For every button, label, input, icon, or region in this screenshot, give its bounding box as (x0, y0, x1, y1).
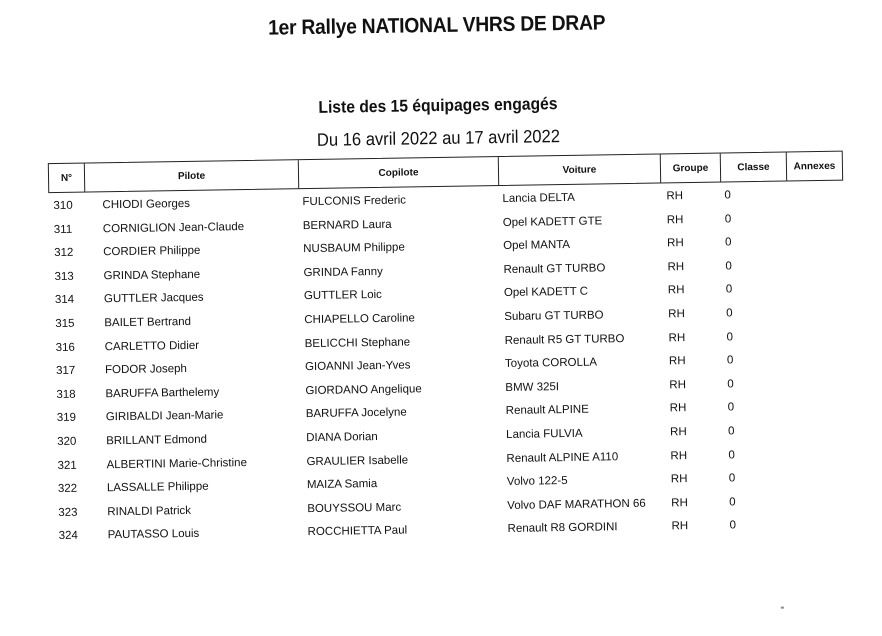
groupe-value: RH (669, 378, 687, 392)
copilote-name: DIANA Dorian (306, 430, 378, 445)
pilote-name: CORDIER Philippe (103, 244, 201, 259)
scan-speck (781, 607, 784, 609)
copilote-name: BARUFFA Jocelyne (305, 406, 407, 421)
entry-number: 318 (56, 388, 76, 401)
pilote-name: ALBERTINI Marie-Christine (106, 456, 248, 471)
classe-value: 0 (726, 330, 734, 344)
entry-number: 317 (55, 364, 76, 378)
copilote-name: FULCONIS Frederic (302, 194, 407, 209)
voiture-name: Renault R5 GT TURBO (504, 332, 625, 347)
header-classe: Classe (721, 153, 787, 182)
voiture-name: Lancia FULVIA (506, 427, 583, 441)
pilote-name: GUTTLER Jacques (103, 292, 204, 306)
classe-value: 0 (724, 189, 731, 202)
classe-value: 0 (726, 354, 734, 367)
entry-number: 322 (57, 482, 78, 496)
classe-value: 0 (724, 213, 732, 226)
voiture-name: Renault R8 GORDINI (507, 521, 618, 536)
copilote-name: GIORDANO Angelique (305, 383, 422, 397)
copilote-name: GRAULIER Isabelle (306, 454, 409, 468)
pilote-name: LASSALLE Philippe (106, 480, 209, 495)
groupe-value: RH (667, 237, 684, 250)
pilote-name: CORNIGLION Jean-Claude (102, 220, 245, 235)
voiture-name: Volvo 122-5 (506, 475, 568, 489)
copilote-name: BOUYSSOU Marc (307, 501, 402, 515)
groupe-value: RH (666, 190, 684, 203)
header-voiture: Voiture (499, 155, 661, 186)
voiture-name: Lancia DELTA (502, 191, 575, 206)
voiture-name: Renault ALPINE (505, 404, 589, 418)
groupe-value: RH (670, 473, 688, 486)
classe-value: 0 (728, 425, 735, 438)
copilote-name: CHIAPELLO Caroline (304, 312, 415, 327)
voiture-name: Volvo DAF MARATHON 66 (507, 497, 646, 512)
voiture-name: Renault GT TURBO (503, 262, 606, 276)
entry-number: 315 (55, 317, 75, 331)
entry-number: 323 (58, 506, 78, 519)
classe-value: 0 (729, 496, 736, 509)
header-annexes: Annexes (793, 160, 836, 172)
groupe-value: RH (666, 213, 684, 227)
classe-value: 0 (728, 448, 735, 462)
pilote-name: BAILET Bertrand (104, 315, 192, 330)
copilote-name: GIOANNI Jean-Yves (304, 359, 411, 374)
voiture-name: Toyota COROLLA (504, 356, 598, 371)
copilote-name: MAIZA Samia (306, 478, 378, 492)
entry-number: 324 (58, 530, 78, 543)
voiture-name: Opel MANTA (503, 239, 571, 253)
copilote-name: GRINDA Fanny (303, 265, 383, 279)
pilote-name: BARUFFA Barthelemy (105, 386, 220, 401)
voiture-name: Opel KADETT C (503, 286, 589, 300)
copilote-name: BERNARD Laura (302, 218, 392, 232)
entry-number: 310 (53, 199, 73, 213)
classe-value: 0 (725, 283, 733, 296)
pilote-name: PAUTASSO Louis (107, 528, 200, 542)
entry-number: 316 (55, 341, 75, 354)
groupe-value: RH (671, 496, 688, 510)
entry-number: 320 (57, 435, 77, 449)
voiture-name: BMW 325I (505, 380, 560, 394)
pilote-name: GRINDA Stephane (103, 268, 201, 283)
pilote-name: CARLETTO Didier (104, 339, 200, 353)
page-subtitle: Liste des 15 équipages engagés (318, 94, 558, 117)
copilote-name: NUSBAUM Philippe (303, 241, 405, 256)
copilote-name: BELICCHI Stephane (304, 336, 411, 350)
entry-number: 312 (54, 246, 74, 260)
header-groupe: Groupe (661, 154, 721, 183)
pilote-name: CHIODI Georges (102, 197, 191, 212)
groupe-value: RH (668, 355, 686, 368)
classe-value: 0 (726, 307, 733, 320)
copilote-name: GUTTLER Loic (303, 289, 382, 303)
pilote-name: BRILLANT Edmond (106, 433, 208, 448)
groupe-value: RH (670, 449, 688, 462)
voiture-name: Opel KADETT GTE (502, 215, 603, 229)
pilote-name: FODOR Joseph (104, 363, 187, 377)
header-number: N° (49, 164, 85, 193)
voiture-name: Renault ALPINE A110 (506, 450, 619, 465)
classe-value: 0 (729, 519, 737, 532)
groupe-value: RH (667, 284, 685, 297)
entry-number: 311 (53, 223, 73, 236)
entry-number: 313 (54, 270, 74, 283)
pilote-name: RINALDI Patrick (107, 504, 192, 519)
classe-value: 0 (728, 472, 736, 485)
groupe-value: RH (668, 331, 686, 345)
pilote-name: GIRIBALDI Jean-Marie (105, 409, 224, 424)
groupe-value: RH (668, 308, 685, 321)
classe-value: 0 (727, 401, 735, 414)
copilote-name: ROCCHIETTA Paul (307, 524, 408, 539)
groupe-value: RH (667, 260, 685, 274)
entry-number: 321 (57, 459, 77, 472)
groupe-value: RH (670, 426, 687, 439)
classe-value: 0 (725, 260, 733, 273)
header-copilote: Copilote (299, 157, 499, 188)
groupe-value: RH (671, 520, 689, 533)
header-pilote: Pilote (85, 160, 299, 191)
groupe-value: RH (669, 402, 687, 415)
event-dates: Du 16 avril 2022 au 17 avril 2022 (316, 126, 561, 150)
entry-number: 314 (54, 294, 75, 307)
classe-value: 0 (727, 378, 734, 391)
voiture-name: Subaru GT TURBO (504, 309, 604, 323)
entry-number: 319 (56, 412, 77, 425)
classe-value: 0 (725, 236, 732, 249)
page-title: 1er Rallye NATIONAL VHRS DE DRAP (267, 11, 606, 40)
